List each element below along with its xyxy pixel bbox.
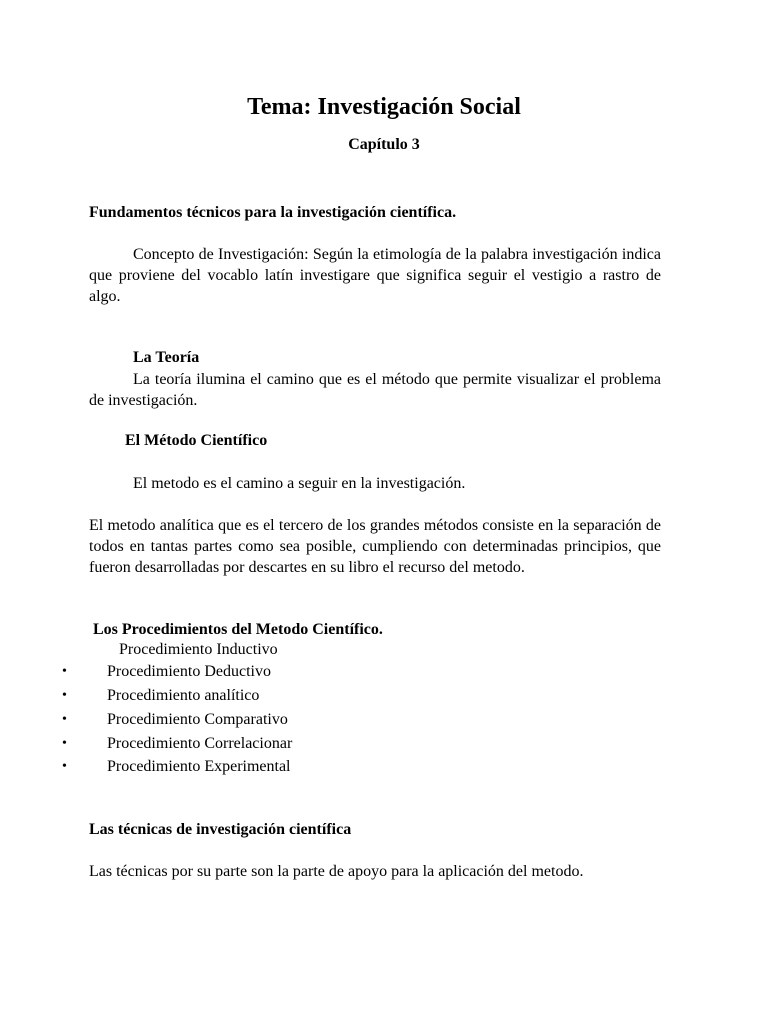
subheading-teoria: La Teoría: [133, 349, 200, 366]
subheading-tecnicas: Las técnicas de investigación científica: [89, 821, 352, 838]
procedure-item: Procedimiento Comparativo: [107, 711, 288, 728]
procedure-item: Procedimiento Deductivo: [107, 663, 271, 680]
subheading-metodo-cientifico: El Método Científico: [125, 432, 268, 449]
bullet-icon: •: [62, 712, 67, 727]
paragraph-metodo-analitica: El metodo analítica que es el tercero de los grandes métodos consiste en la separación de todos en tantas partes como sea posible, cumpliendo con determinadas principios, que fueron desarrolladas por descartes en su libro el recurso del metodo.: [89, 517, 661, 576]
section-heading-fundamentos: Fundamentos técnicos para la investigación científica.: [89, 204, 457, 221]
bullet-icon: •: [62, 759, 67, 774]
procedure-item: Procedimiento Correlacionar: [107, 735, 293, 752]
paragraph-teoria: La teoría ilumina el camino que es el método que permite visualizar el problema de investigación.: [89, 371, 661, 409]
chapter-label: Capítulo 3: [348, 136, 420, 153]
paragraph-tecnicas: Las técnicas por su parte son la parte de apoyo para la aplicación del metodo.: [89, 863, 584, 880]
paragraph-concepto: Concepto de Investigación: Según la etimología de la palabra investigación indica que proviene del vocablo latín investigare que significa seguir el vestigio a rastro de algo.: [89, 246, 661, 305]
procedure-item-inductivo: Procedimiento Inductivo: [119, 641, 278, 658]
sentence-metodo: El metodo es el camino a seguir en la investigación.: [133, 475, 466, 492]
bullet-icon: •: [62, 664, 67, 679]
bullet-icon: •: [62, 736, 67, 751]
subheading-procedimientos: Los Procedimientos del Metodo Científico.: [93, 621, 383, 638]
bullet-icon: •: [62, 688, 67, 703]
document-title: Tema: Investigación Social: [247, 94, 521, 120]
procedure-item: Procedimiento analítico: [107, 687, 260, 704]
procedure-item: Procedimiento Experimental: [107, 758, 291, 775]
